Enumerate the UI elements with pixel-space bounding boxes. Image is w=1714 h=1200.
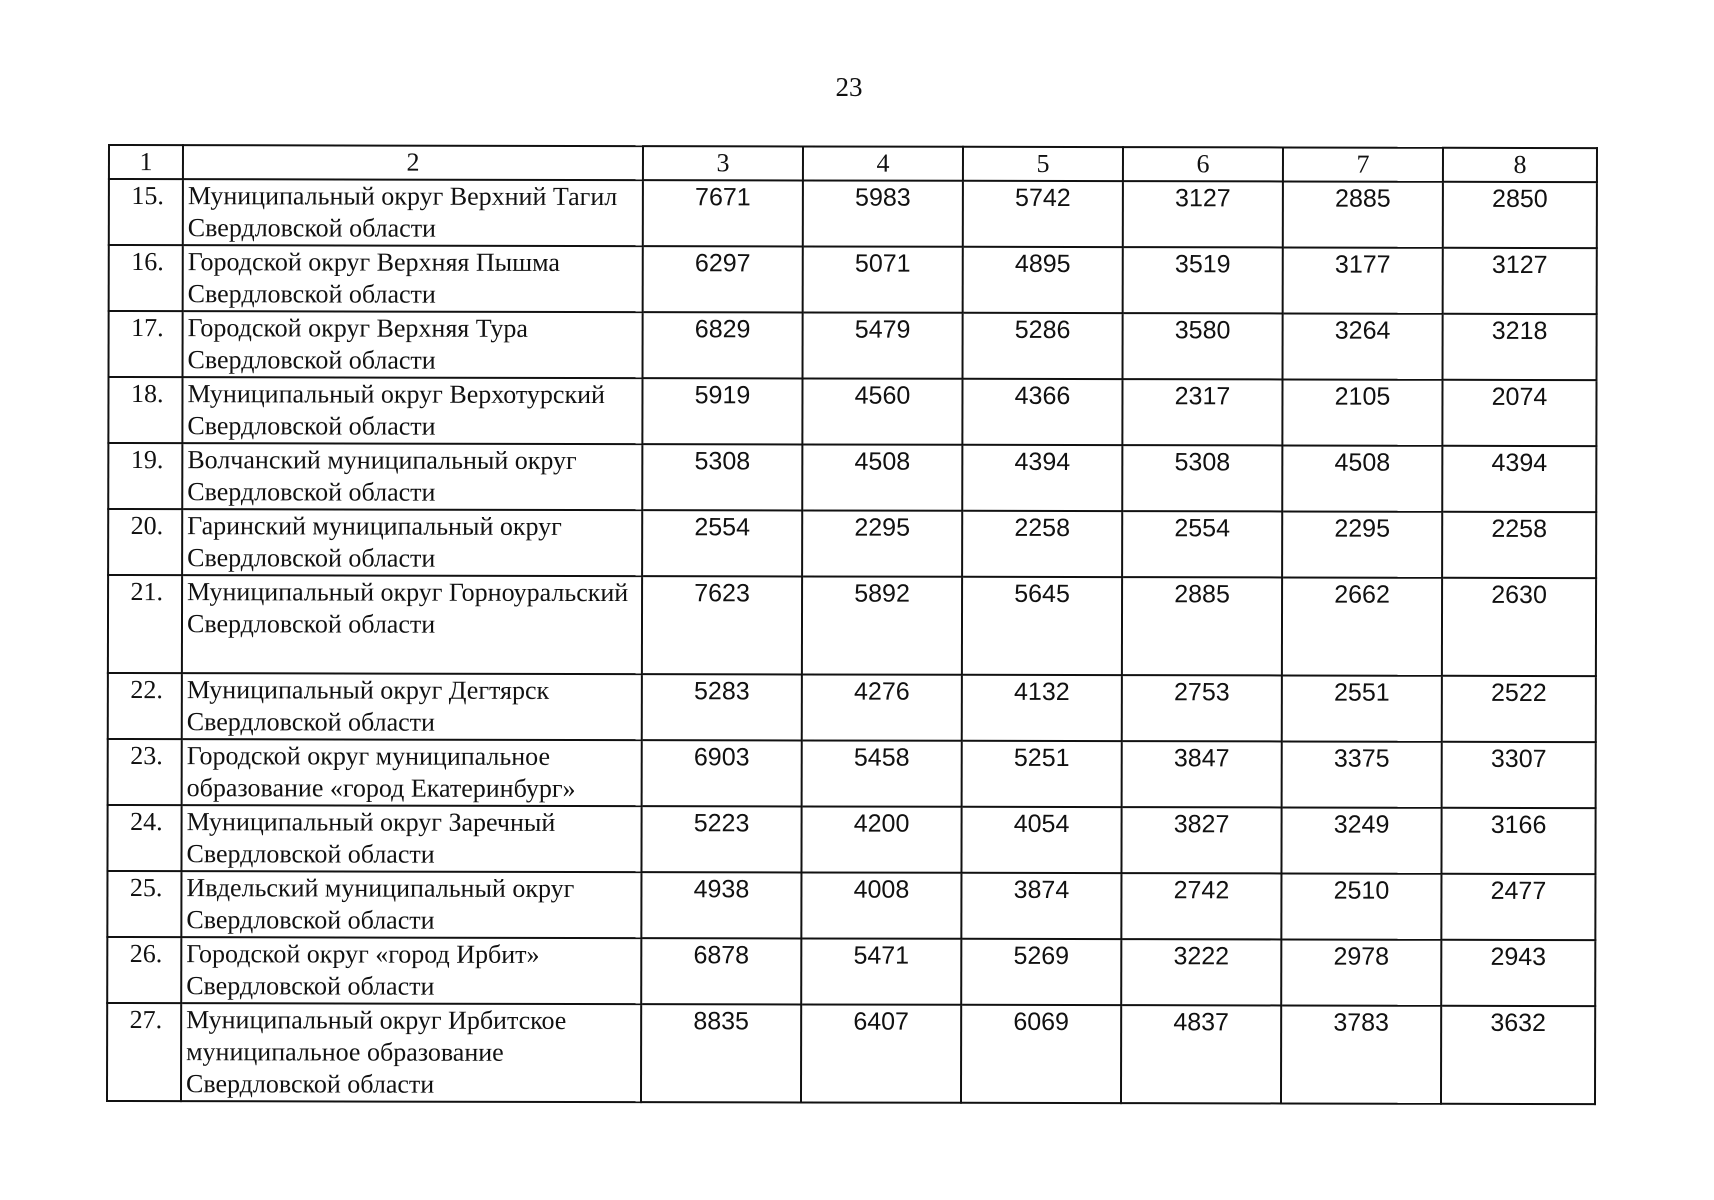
value-cell: 6878 [641, 938, 801, 1004]
value-cell: 2630 [1442, 578, 1596, 676]
value-cell: 5071 [803, 246, 963, 312]
value-cell: 3177 [1283, 247, 1443, 313]
value-cell: 3847 [1122, 741, 1282, 807]
value-cell: 2258 [1442, 512, 1596, 578]
value-cell: 7671 [643, 180, 803, 246]
value-cell: 4394 [962, 445, 1122, 511]
value-cell: 8835 [641, 1004, 801, 1102]
value-cell: 3127 [1123, 181, 1283, 247]
table-row [107, 937, 1595, 1006]
value-cell: 6903 [642, 740, 802, 806]
value-cell: 3375 [1282, 741, 1442, 807]
table-row [107, 1003, 1595, 1104]
column-header: 8 [1443, 148, 1597, 182]
municipality-name: Городской округ Верхняя Пышма Свердловской области [183, 245, 643, 312]
table-row [109, 245, 1597, 314]
value-cell: 4132 [962, 675, 1122, 741]
table-row [108, 443, 1596, 512]
value-cell: 2295 [802, 510, 962, 576]
row-number: 16. [109, 245, 183, 311]
value-cell: 5742 [963, 181, 1123, 247]
value-cell: 2554 [1122, 511, 1282, 577]
municipality-name: Городской округ Верхняя Тура Свердловской области [183, 311, 643, 378]
value-cell: 6297 [643, 246, 803, 312]
value-cell: 5458 [802, 740, 962, 806]
value-cell: 4054 [961, 807, 1121, 873]
value-cell: 4508 [1282, 445, 1442, 511]
value-cell: 5223 [641, 806, 801, 872]
value-cell: 4366 [962, 379, 1122, 445]
value-cell: 2295 [1282, 511, 1442, 577]
row-number: 26. [107, 937, 181, 1003]
table-row [108, 575, 1596, 676]
page-number: 23 [835, 72, 863, 102]
value-cell: 3519 [1123, 247, 1283, 313]
value-cell: 2753 [1122, 675, 1282, 741]
value-cell: 3249 [1281, 807, 1441, 873]
value-cell: 3632 [1441, 1006, 1595, 1104]
value-cell: 2522 [1442, 676, 1596, 742]
value-cell: 5983 [803, 180, 963, 246]
value-cell: 4394 [1442, 446, 1596, 512]
value-cell: 4008 [801, 872, 961, 938]
value-cell: 7623 [642, 576, 802, 674]
municipality-name: Муниципальный округ Заречный Свердловской области [181, 805, 641, 872]
table-row [107, 805, 1595, 874]
value-cell: 5308 [1122, 445, 1282, 511]
row-number: 15. [109, 179, 183, 245]
value-cell: 3783 [1281, 1005, 1441, 1103]
value-cell: 4200 [801, 806, 961, 872]
value-cell: 5919 [642, 378, 802, 444]
table-row [108, 739, 1596, 808]
value-cell: 2885 [1122, 577, 1282, 675]
value-cell: 5471 [801, 938, 961, 1004]
municipality-name: Муниципальный округ Верхотурский Свердловской области [182, 377, 642, 444]
value-cell: 2554 [642, 510, 802, 576]
municipality-name: Муниципальный округ Ирбитское муниципальное образование Свердловской области [181, 1003, 641, 1102]
row-number: 22. [108, 673, 182, 739]
value-cell: 4276 [802, 674, 962, 740]
table-row [109, 179, 1597, 248]
table-row [108, 377, 1596, 446]
column-header: 1 [109, 145, 183, 179]
column-header: 3 [643, 146, 803, 180]
value-cell: 2662 [1282, 577, 1442, 675]
value-cell: 6407 [801, 1004, 961, 1102]
municipality-name: Волчанский муниципальный округ Свердловской области [182, 443, 642, 510]
table-row [109, 311, 1597, 380]
value-cell: 2551 [1282, 675, 1442, 741]
row-number: 17. [109, 311, 183, 377]
row-number: 18. [108, 377, 182, 443]
municipality-name: Городской округ муниципальное образование «город Екатеринбург» [182, 739, 642, 806]
value-cell: 5645 [962, 577, 1122, 675]
value-cell: 4837 [1121, 1005, 1281, 1103]
value-cell: 2742 [1121, 873, 1281, 939]
value-cell: 5892 [802, 576, 962, 674]
value-cell: 5479 [803, 312, 963, 378]
row-number: 27. [107, 1003, 181, 1101]
row-number: 19. [108, 443, 182, 509]
value-cell: 3166 [1441, 808, 1595, 874]
column-header: 5 [963, 147, 1123, 181]
value-cell: 2885 [1283, 181, 1443, 247]
value-cell: 5308 [642, 444, 802, 510]
value-cell: 2258 [962, 511, 1122, 577]
value-cell: 2317 [1122, 379, 1282, 445]
value-cell: 2943 [1441, 940, 1595, 1006]
column-header: 6 [1123, 147, 1283, 181]
value-cell: 3127 [1443, 248, 1597, 314]
municipality-name: Городской округ «город Ирбит» Свердловской области [181, 937, 641, 1004]
value-cell: 4895 [963, 247, 1123, 313]
row-number: 24. [107, 805, 181, 871]
value-cell: 6069 [961, 1005, 1121, 1103]
row-number: 21. [108, 575, 182, 673]
municipality-name: Муниципальный округ Дегтярск Свердловской области [182, 673, 642, 740]
value-cell: 3874 [961, 873, 1121, 939]
column-header: 4 [803, 146, 963, 180]
value-cell: 2074 [1442, 380, 1596, 446]
value-cell: 2850 [1443, 182, 1597, 248]
table-header-row [109, 145, 1597, 182]
value-cell: 4560 [802, 378, 962, 444]
value-cell: 5269 [961, 939, 1121, 1005]
table-row [108, 509, 1596, 578]
table-row [107, 871, 1595, 940]
value-cell: 5251 [962, 741, 1122, 807]
municipality-name: Гаринский муниципальный округ Свердловской области [182, 509, 642, 576]
column-header: 7 [1283, 147, 1443, 181]
row-number: 20. [108, 509, 182, 575]
value-cell: 3222 [1121, 939, 1281, 1005]
data-table [106, 144, 1598, 1105]
municipality-name: Ивдельский муниципальный округ Свердловской области [181, 871, 641, 938]
value-cell: 3307 [1442, 742, 1596, 808]
value-cell: 2477 [1441, 874, 1595, 940]
value-cell: 4508 [802, 444, 962, 510]
value-cell: 5283 [642, 674, 802, 740]
row-number: 23. [108, 739, 182, 805]
row-number: 25. [107, 871, 181, 937]
value-cell: 3218 [1443, 314, 1597, 380]
value-cell: 4938 [641, 872, 801, 938]
column-header: 2 [183, 145, 643, 180]
value-cell: 2105 [1282, 379, 1442, 445]
value-cell: 6829 [643, 312, 803, 378]
value-cell: 2978 [1281, 939, 1441, 1005]
value-cell: 3264 [1283, 313, 1443, 379]
municipality-name: Муниципальный округ Верхний Тагил Свердловской области [183, 179, 643, 246]
municipality-name: Муниципальный округ Горноуральский Свердловской области [182, 575, 642, 674]
value-cell: 5286 [963, 313, 1123, 379]
table-row [108, 673, 1596, 742]
value-cell: 2510 [1281, 873, 1441, 939]
value-cell: 3580 [1123, 313, 1283, 379]
value-cell: 3827 [1121, 807, 1281, 873]
